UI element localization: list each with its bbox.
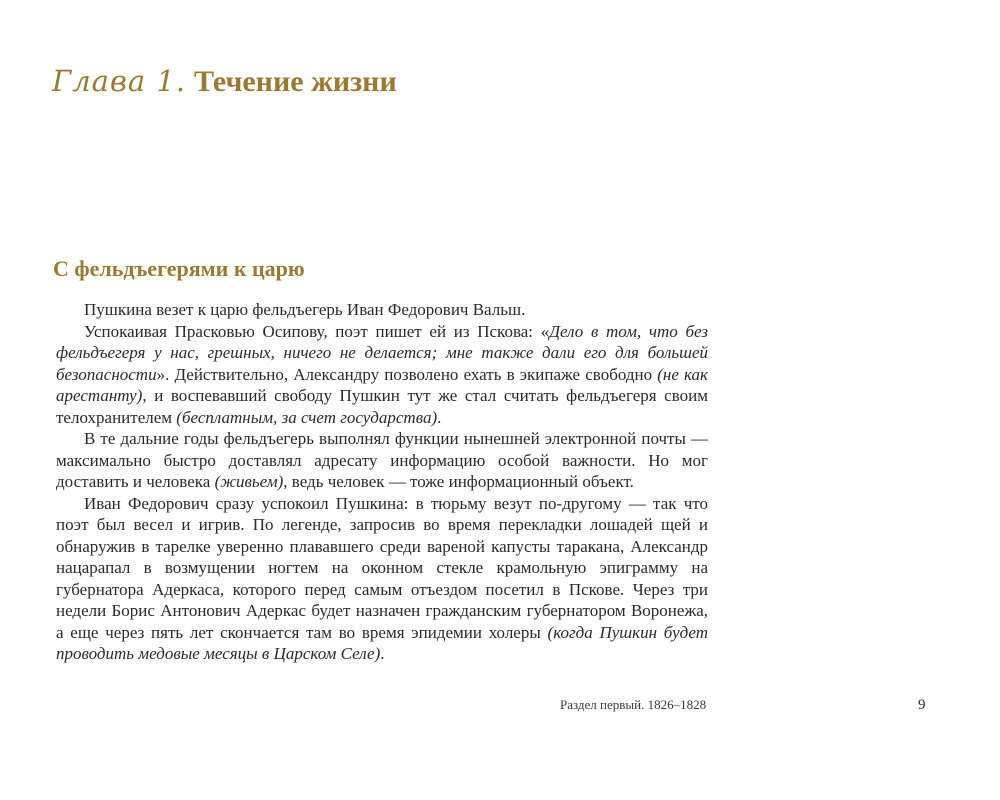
body-text: [56, 299, 708, 665]
paragraph-text: Иван Федорович сразу успокоил Пушкина: в тюрьму везут по-другому — так что поэт был весел и игрив. По легенде, запросив во время перекладки лошадей щей и обнаружив в тарелке уверенно плававшего среди вареной капусты таракана, Александр нацарапал в возмущении ногтем на оконном стекле крамольную эпиграмму на губернатора Адеркаса, которого перед самым отъездом посетил в Пскове. Через три недели Борис Антонович Адеркас будет назначен гражданским губернатором Воронежа, а еще через пять лет скончается там во время эпидемии холеры: [56, 493, 708, 642]
section-heading: С фельдъегерями к царю: [53, 256, 305, 281]
chapter-number: Глава 1.: [52, 64, 187, 98]
paragraph-text: .: [380, 644, 385, 663]
paragraph-text: , ведь человек — тоже информационный объект.: [283, 472, 634, 491]
paragraph-3: [56, 428, 708, 493]
paragraph-text: ». Действительно, Александру позволено ехать в экипаже свободно: [156, 364, 658, 384]
paragraph-text: Успокаивая Прасковью Осипову, поэт пишет ей из Пскова: «: [84, 321, 550, 341]
paragraph-1: [56, 299, 708, 321]
paragraph-4: [56, 493, 708, 665]
aside-italic: (живьем): [214, 472, 284, 491]
paragraph-text: В те дальние годы фельдъегерь выполнял функции нынешней электронной почты — максимально быстро доставлял адресату информацию особой важности. Но мог доставить и человека: [56, 429, 708, 491]
paragraph-2: [56, 321, 708, 429]
quote-italic: Дело в том, что без фельдъегеря у нас, грешных, ничего не делается; мне также дали его для большей безопасности: [56, 321, 708, 384]
page-number: 9: [918, 697, 926, 713]
aside-italic: (не как арестанту): [56, 364, 708, 405]
chapter-name: Течение жизни: [194, 65, 397, 98]
running-footer: Раздел первый. 1826–1828: [560, 697, 707, 712]
paragraph-text: .: [437, 407, 442, 427]
aside-italic: (когда Пушкин будет проводить медовые месяцы в Царском Селе): [56, 622, 709, 663]
paragraph-text: , и воспевавший свободу Пушкин тут же стал считать фельдъегеря своим телохранителем: [56, 386, 708, 427]
aside-italic: (бесплатным, за счет государства): [176, 407, 438, 427]
paragraph-text: Пушкина везет к царю фельдъегерь Иван Федорович Вальш.: [84, 300, 526, 319]
chapter-title: [52, 64, 397, 97]
